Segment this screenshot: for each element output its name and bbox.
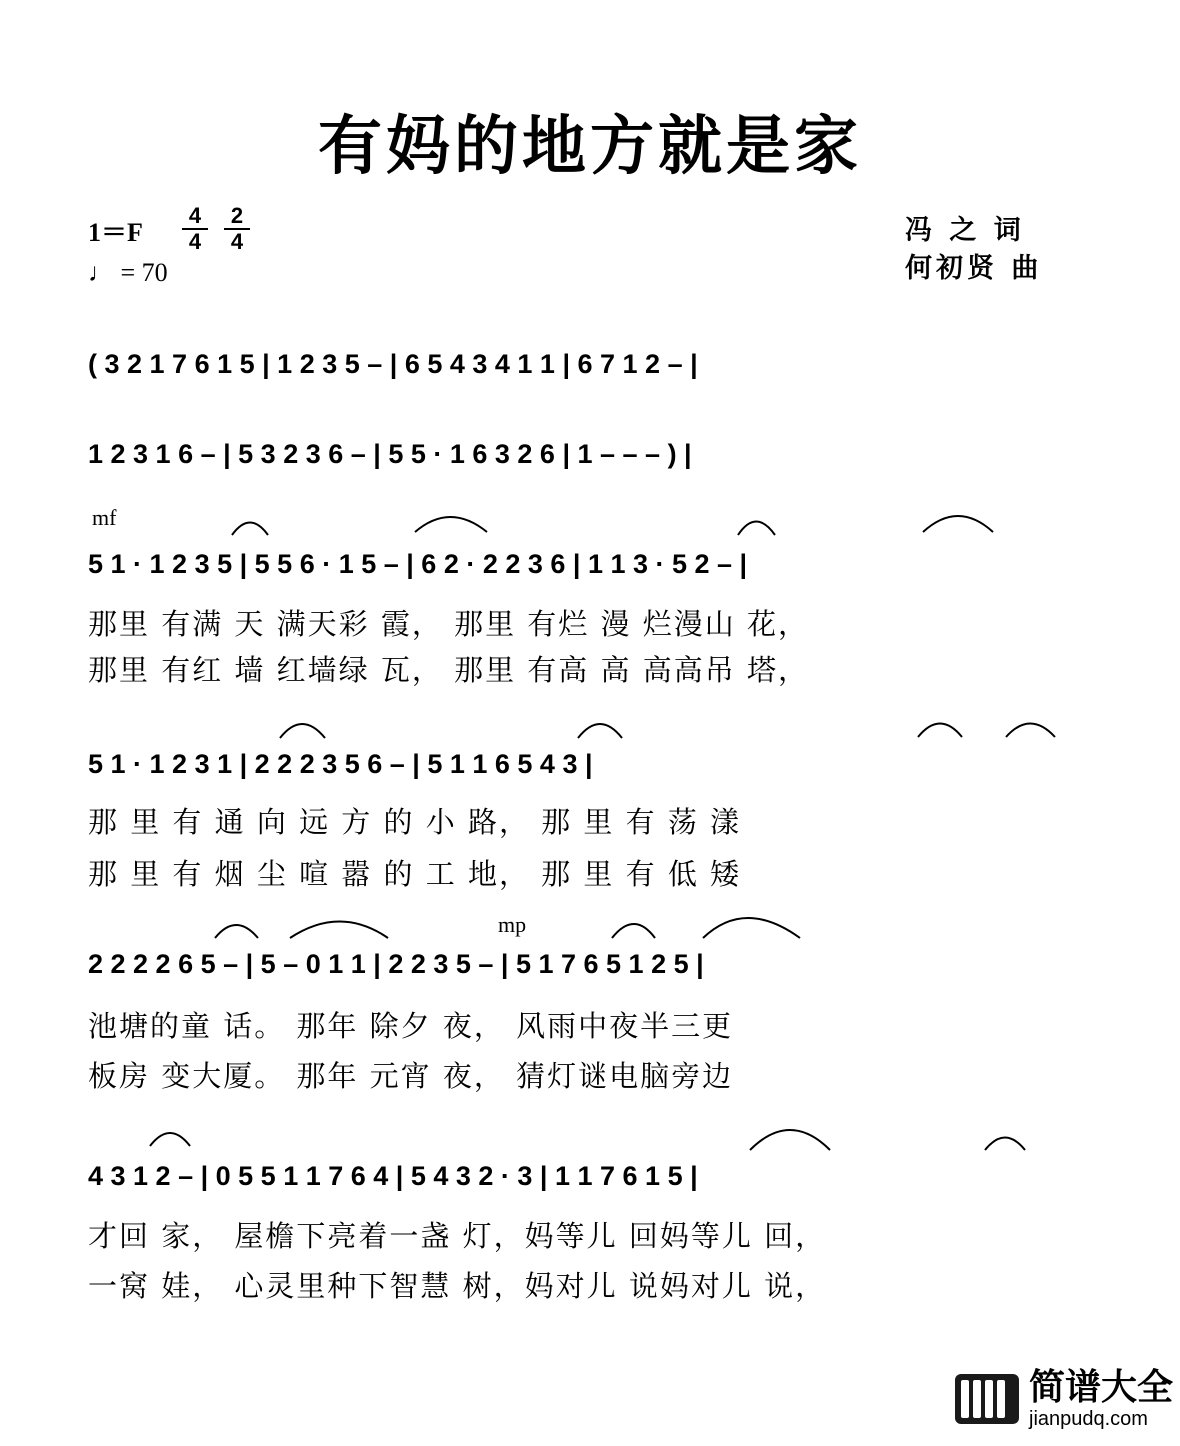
slur (290, 922, 388, 939)
slur (985, 1138, 1025, 1151)
notation-row-3: 5 1 · 1 2 3 5 | 5 5 6 · 1 5 – | 6 2 · 2 2 3 6 | 1 1 3 · 5 2 – | (88, 548, 748, 579)
notation-row-6: 4 3 1 2 – | 0 5 5 1 1 7 6 4 | 5 4 3 2 · 3 | 1 1 7 6 1 5 | (88, 1160, 698, 1191)
notation-row-1: ( 3 2 1 7 6 1 5 | 1 2 3 5 – | 6 5 4 3 4 1 1 | 6 7 1 2 – | (88, 348, 698, 379)
lyric-line-6-verse-1: 才回 家， 屋檐下亮着一盏 灯，妈等儿 回妈等儿 回， (88, 1219, 827, 1253)
slur (578, 724, 622, 738)
watermark (955, 1368, 1173, 1430)
slur (612, 924, 655, 938)
lyric-line-5-verse-2: 板房 变大厦。 那年 元宵 夜， 猜灯谜电脑旁边 (88, 1059, 734, 1093)
time-signature-4-4: 4 4 (182, 204, 208, 254)
slur (1006, 724, 1055, 738)
notation-row-2: 1 2 3 1 6 – | 5 3 2 3 6 – | 5 5 · 1 6 3 2 6 | 1 – – – ) | (88, 438, 692, 469)
time-signature-2-4: 2 4 (224, 204, 250, 254)
dynamic-mp: mp (498, 912, 527, 937)
composer-credit: 何初贤 曲 (905, 253, 1043, 284)
lyric-line-4-verse-1: 那 里 有 通 向 远 方 的 小 路， 那 里 有 荡 漾 (88, 805, 742, 839)
slur (918, 724, 962, 738)
key-signature: 1＝F (88, 218, 143, 247)
slur (738, 522, 775, 536)
dynamic-mf: mf (92, 505, 117, 530)
slur (232, 523, 268, 536)
slur (215, 925, 258, 938)
slur (150, 1133, 190, 1146)
notation-row-5: 2 2 2 2 6 5 – | 5 – 0 1 1 | 2 2 3 5 – | 5 1 7 6 5 1 2 5 | (88, 948, 704, 979)
song-title: 有妈的地方就是家 (318, 110, 862, 184)
slur (280, 724, 325, 738)
piano-keys-icon (955, 1374, 1019, 1424)
lyric-line-3-verse-1: 那里 有满 天 满天彩 霞， 那里 有烂 漫 烂漫山 花， (88, 607, 809, 641)
notation-row-4: 5 1 · 1 2 3 1 | 2 2 2 3 5 6 – | 5 1 1 6 5 4 3 | (88, 748, 593, 779)
tempo-marking: ♩ = 70 (88, 258, 168, 287)
slur (703, 918, 800, 938)
slur (415, 517, 487, 532)
watermark-brand: 简谱大全 (1029, 1367, 1174, 1408)
lyric-line-4-verse-2: 那 里 有 烟 尘 喧 嚣 的 工 地， 那 里 有 低 矮 (88, 857, 742, 891)
watermark-url: jianpudq.com (1029, 1407, 1148, 1430)
lyric-line-3-verse-2: 那里 有红 墙 红墙绿 瓦， 那里 有高 高 高高吊 塔， (88, 653, 809, 687)
lyric-line-5-verse-1: 池塘的童 话。 那年 除夕 夜， 风雨中夜半三更 (88, 1009, 734, 1043)
lyric-line-6-verse-2: 一窝 娃， 心灵里种下智慧 树，妈对儿 说妈对儿 说， (88, 1269, 827, 1303)
lyricist-credit: 冯 之 词 (905, 215, 1025, 246)
slur (750, 1130, 830, 1150)
slur (923, 516, 993, 532)
